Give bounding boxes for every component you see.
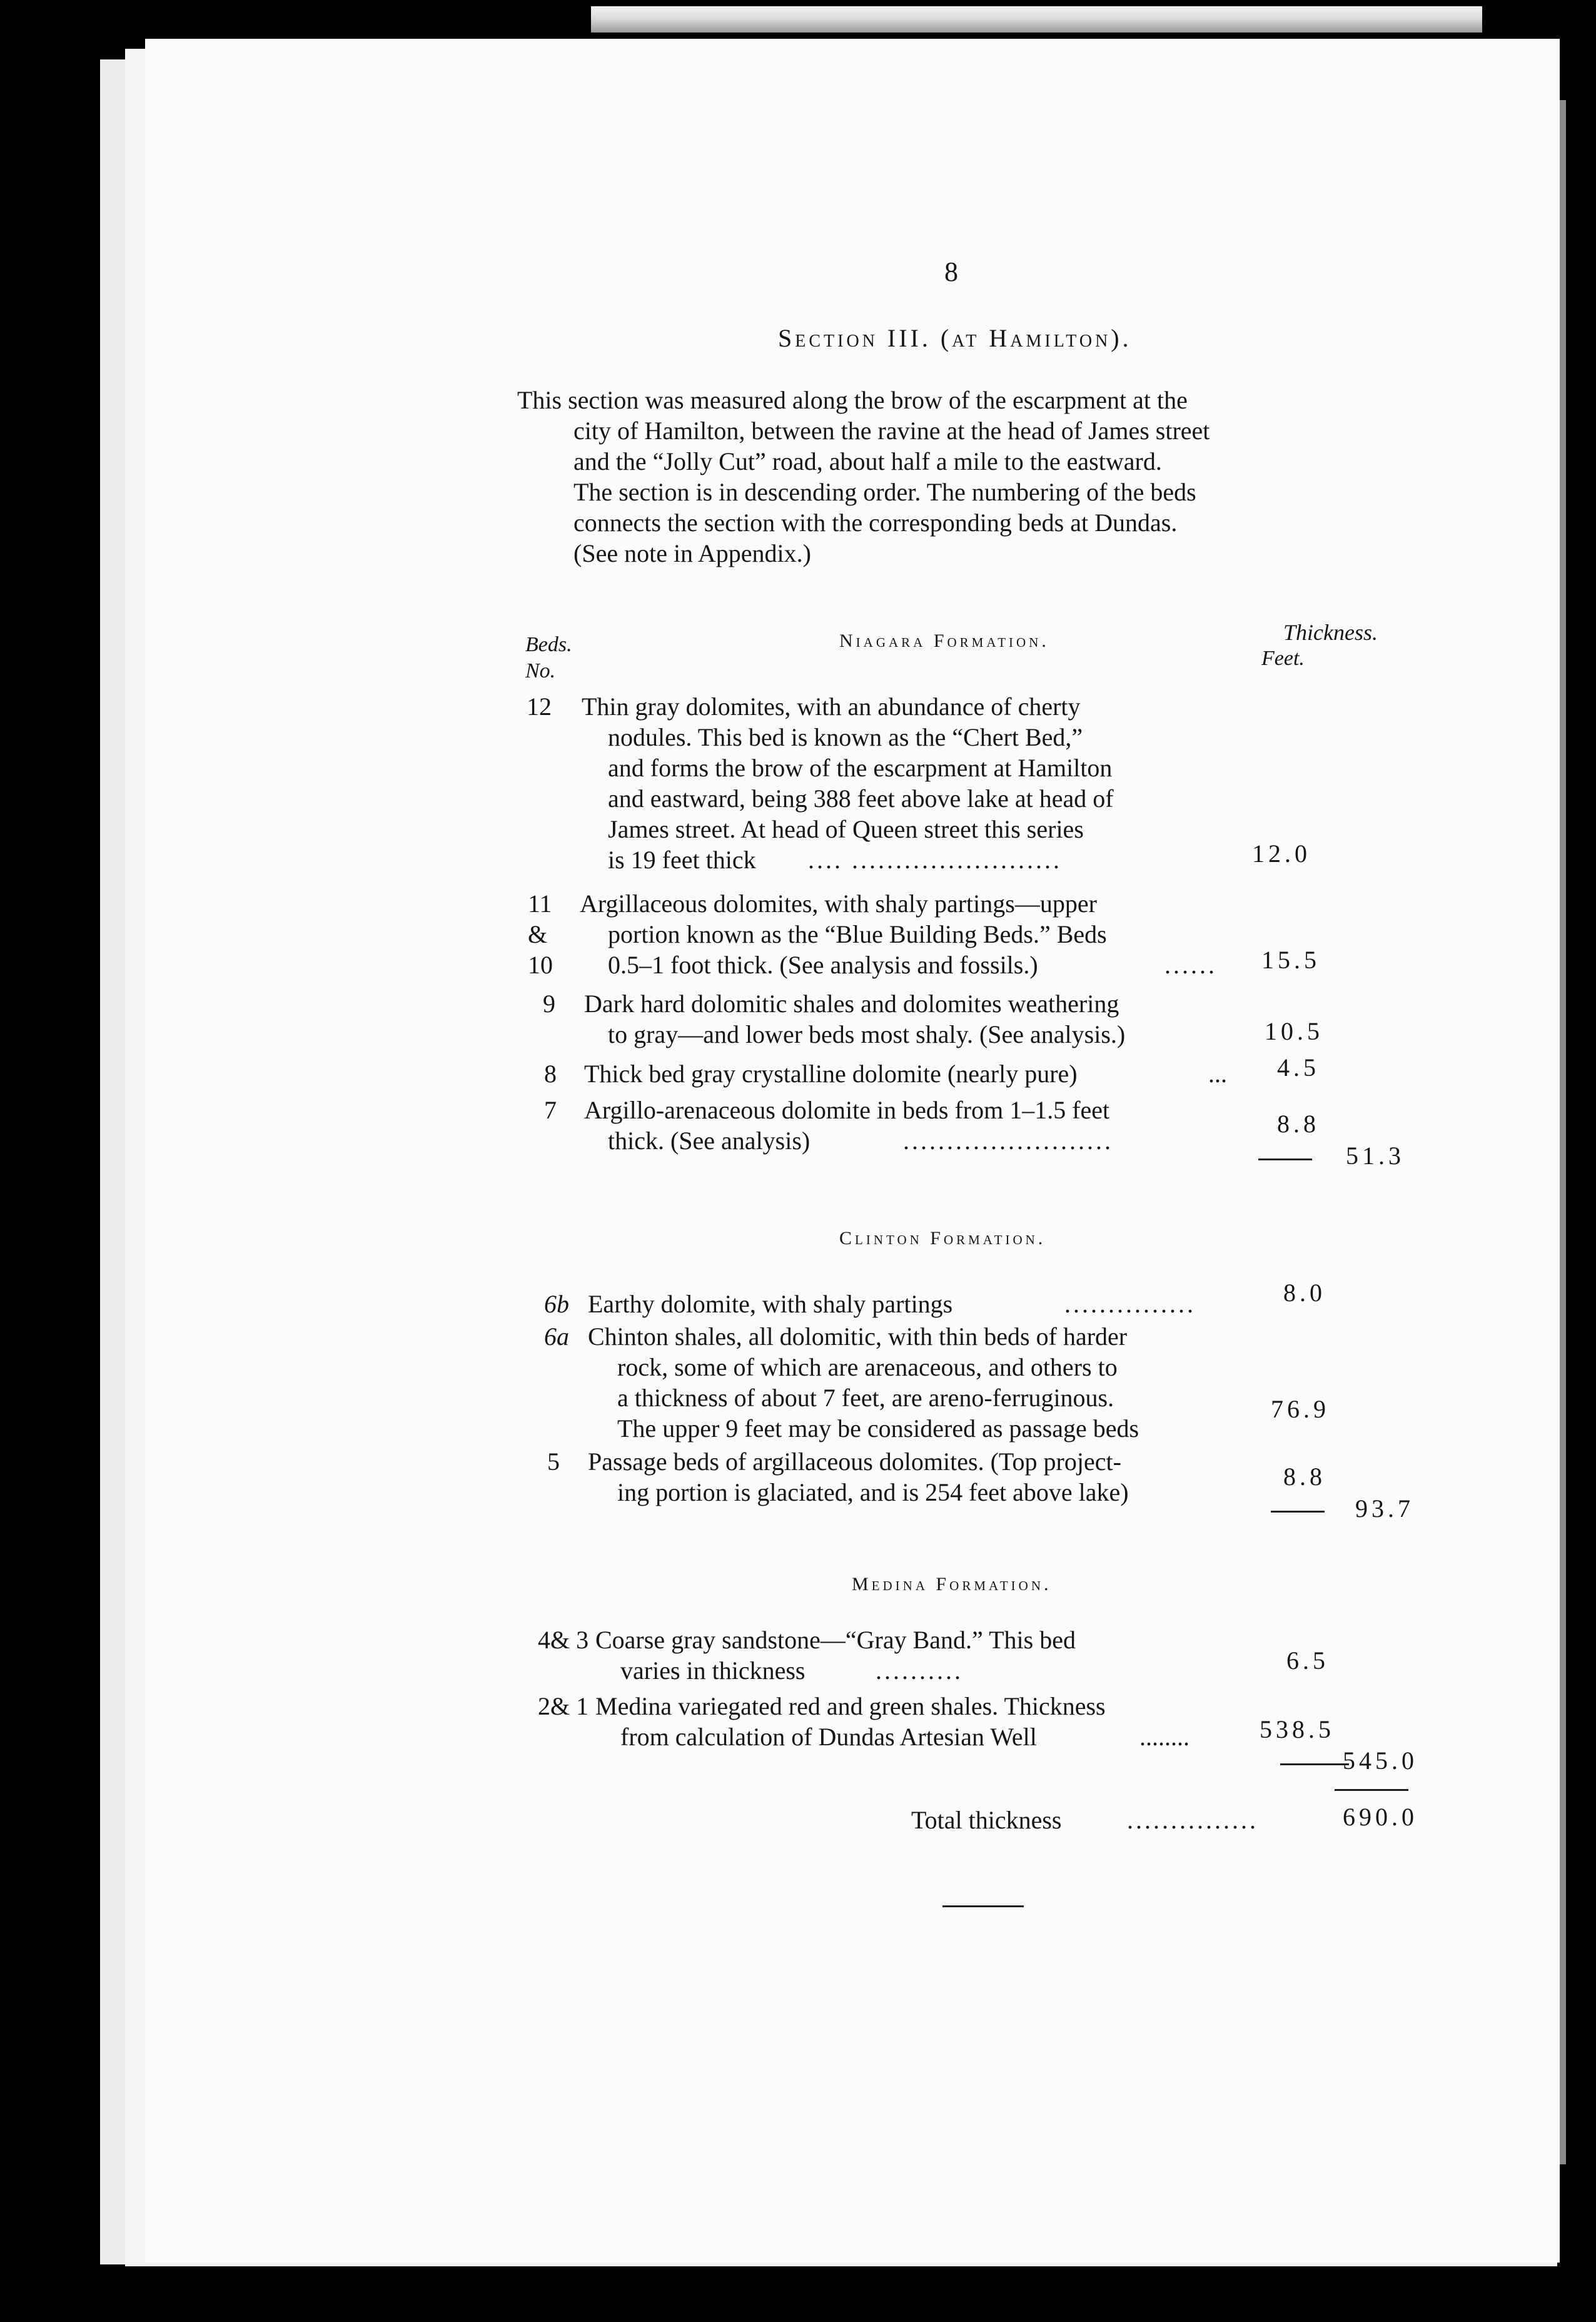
- total-thickness-label: Total thickness: [911, 1806, 1062, 1834]
- subtotal-clinton: 93.7: [1355, 1494, 1414, 1523]
- thickness-value: 8.8: [1283, 1463, 1326, 1491]
- thickness-value: 6.5: [1286, 1646, 1329, 1675]
- document-page: [145, 39, 1560, 2263]
- bed-description: Thick bed gray crystalline dolomite (nearly pure): [584, 1060, 1078, 1088]
- intro-line: This section was measured along the brow of the escarpment at the: [517, 386, 1188, 414]
- bed-number: 8: [544, 1060, 557, 1088]
- bed-number: 6b: [544, 1290, 569, 1318]
- dot-leader: ..........: [876, 1656, 963, 1685]
- bed-description: is 19 feet thick: [608, 846, 756, 874]
- page-number: 8: [944, 256, 958, 287]
- bed-description: ing portion is glaciated, and is 254 feet above lake): [617, 1478, 1129, 1506]
- bed-description: Chinton shales, all dolomitic, with thin beds of harder: [588, 1322, 1128, 1351]
- thickness-value: 538.5: [1260, 1715, 1335, 1743]
- thickness-value: 4.5: [1277, 1053, 1320, 1082]
- bed-number: 2& 1: [538, 1692, 589, 1720]
- dot-leader: .... ........................: [808, 846, 1062, 874]
- bed-number: 11: [528, 890, 552, 918]
- total-rule: [1335, 1789, 1408, 1791]
- feet-header: Feet.: [1261, 647, 1305, 670]
- bed-number: 10: [528, 951, 553, 979]
- total-thickness-value: 690.0: [1343, 1803, 1418, 1831]
- no-header: No.: [525, 659, 556, 682]
- intro-line: The section is in descending order. The numbering of the beds: [573, 478, 1196, 506]
- bed-description: and forms the brow of the escarpment at Hamilton: [608, 754, 1113, 782]
- bed-number: 12: [527, 692, 552, 721]
- subtotal-niagara: 51.3: [1346, 1142, 1405, 1170]
- bed-description: varies in thickness: [620, 1656, 806, 1685]
- bed-description: Medina variegated red and green shales. Thickness: [595, 1692, 1106, 1720]
- bed-number: 9: [543, 990, 555, 1018]
- beds-header: Beds.: [525, 633, 572, 656]
- closing-rule: [942, 1905, 1024, 1907]
- bed-description: Thin gray dolomites, with an abundance of cherty: [582, 692, 1081, 721]
- intro-line: connects the section with the corresponding beds at Dundas.: [573, 509, 1178, 537]
- bed-number: 6a: [544, 1322, 569, 1351]
- bed-number: 7: [544, 1096, 557, 1124]
- subtotal-rule: [1271, 1511, 1325, 1513]
- formation-title-medina: Medina Formation.: [852, 1574, 1052, 1594]
- formation-title-niagara: Niagara Formation.: [839, 631, 1049, 651]
- dot-leader: ......: [1164, 951, 1217, 979]
- intro-line: and the “Jolly Cut” road, about half a mile to the eastward.: [573, 447, 1162, 475]
- subtotal-rule: [1280, 1763, 1349, 1765]
- thickness-value: 12.0: [1252, 839, 1311, 868]
- bed-number: 5: [547, 1447, 560, 1476]
- formation-title-clinton: Clinton Formation.: [839, 1228, 1046, 1249]
- thickness-value: 10.5: [1265, 1017, 1323, 1045]
- bed-number: 4& 3: [538, 1626, 589, 1654]
- dot-leader: ...............: [1127, 1806, 1258, 1834]
- section-title: Section III. (at Hamilton).: [778, 324, 1132, 352]
- dot-leader: ...: [1208, 1060, 1227, 1088]
- dot-leader: ........: [1139, 1723, 1189, 1751]
- bed-description: to gray—and lower beds most shaly. (See analysis.): [608, 1020, 1126, 1048]
- bed-description: nodules. This bed is known as the “Chert Bed,”: [608, 723, 1083, 751]
- thickness-value: 76.9: [1271, 1395, 1330, 1423]
- bed-description: Argillo-arenaceous dolomite in beds from 1–1.5 feet: [584, 1096, 1110, 1124]
- bed-description: Coarse gray sandstone—“Gray Band.” This bed: [595, 1626, 1076, 1654]
- intro-line: city of Hamilton, between the ravine at the head of James street: [573, 417, 1210, 445]
- bed-number: &: [528, 920, 548, 948]
- bed-description: from calculation of Dundas Artesian Well: [620, 1723, 1037, 1751]
- thickness-value: 8.0: [1283, 1279, 1326, 1307]
- dot-leader: ........................: [903, 1127, 1113, 1155]
- bed-description: James street. At head of Queen street this series: [608, 815, 1084, 843]
- bed-description: portion known as the “Blue Building Beds.” Beds: [608, 920, 1107, 948]
- thickness-value: 8.8: [1277, 1110, 1320, 1138]
- subtotal-medina: 545.0: [1343, 1747, 1418, 1775]
- bed-description: and eastward, being 388 feet above lake at head of: [608, 784, 1114, 813]
- bed-description: rock, some of which are arenaceous, and others to: [617, 1353, 1118, 1381]
- bed-description: Argillaceous dolomites, with shaly partings—upper: [580, 890, 1097, 918]
- scan-top-strip: [591, 6, 1482, 33]
- intro-line: (See note in Appendix.): [573, 539, 811, 567]
- bed-description: Passage beds of argillaceous dolomites. (Top project-: [588, 1447, 1121, 1476]
- bed-description: thick. (See analysis): [608, 1127, 811, 1155]
- bed-description: a thickness of about 7 feet, are areno-ferruginous.: [617, 1384, 1114, 1412]
- thickness-value: 15.5: [1261, 946, 1320, 974]
- dot-leader: ...............: [1064, 1290, 1196, 1318]
- bed-description: Dark hard dolomitic shales and dolomites weathering: [584, 990, 1119, 1018]
- bed-description: 0.5–1 foot thick. (See analysis and fossils.): [608, 951, 1038, 979]
- bed-description: Earthy dolomite, with shaly partings: [588, 1290, 953, 1318]
- subtotal-rule: [1258, 1158, 1312, 1160]
- bed-description: The upper 9 feet may be considered as passage beds: [617, 1414, 1139, 1442]
- thickness-header: Thickness.: [1283, 620, 1378, 645]
